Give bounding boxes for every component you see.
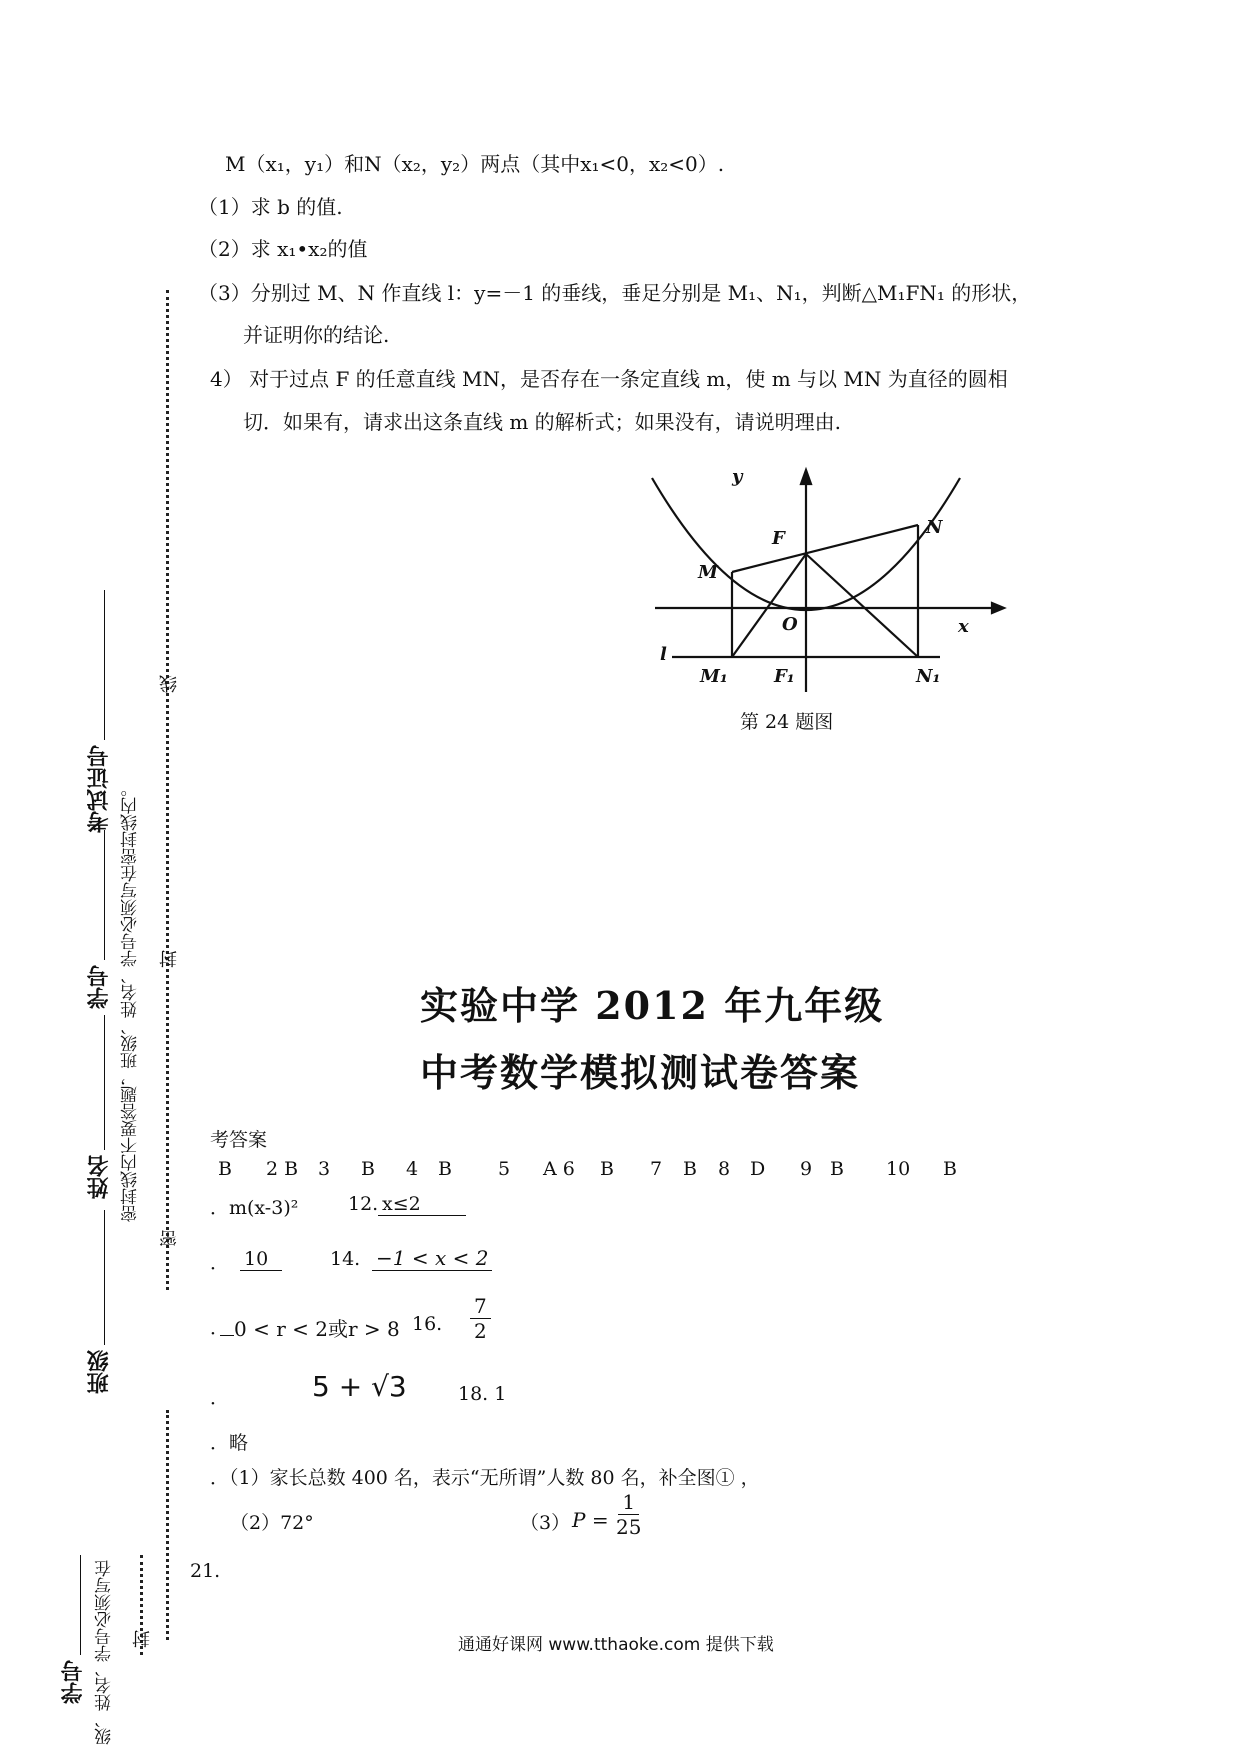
- figure-caption: 第 24 题图: [740, 711, 834, 733]
- seal-mark-mi: 密: [159, 1230, 180, 1248]
- answer-12: x≤2: [378, 1193, 466, 1216]
- answer-11: ．m(x-3)²: [210, 1197, 299, 1219]
- answer-20-part-3-p: P =: [572, 1508, 609, 1532]
- answer-13-prefix: ．: [210, 1252, 230, 1274]
- label-F: F: [772, 528, 785, 549]
- field-line-xuehao2: [80, 1555, 81, 1655]
- seal-notice: 密封线内不要答题，班级、姓名、学号必须写在密封线内。: [121, 780, 141, 1222]
- answer-16-number: 16.: [412, 1313, 443, 1335]
- answer-20-part-2: （2）72°: [230, 1512, 314, 1534]
- seal-mark-feng: 封: [159, 950, 180, 968]
- answer-13: 10: [240, 1248, 282, 1271]
- answer-17-prefix: ．: [210, 1387, 230, 1409]
- question-line-1: M（x₁，y₁）和N（x₂，y₂）两点（其中x₁<0，x₂<0）.: [225, 152, 725, 176]
- question-1: （1）求 b 的值.: [198, 195, 343, 219]
- mc-answer: B: [830, 1158, 844, 1180]
- mc-answer: B: [683, 1158, 697, 1180]
- field-line-kaoshizheng: [104, 590, 105, 740]
- seal-dotted-line: [166, 290, 169, 1290]
- label-xuehao: 学号: [87, 965, 112, 1009]
- seal-mark-feng-2: 封: [132, 1630, 153, 1648]
- mc-answer: B: [943, 1158, 957, 1180]
- chord-MN: [732, 525, 918, 572]
- answer-17: 5 + √3: [312, 1370, 407, 1403]
- answer-14-number: 14.: [330, 1248, 361, 1270]
- label-M: M: [698, 562, 718, 583]
- label-F1: F₁: [774, 666, 795, 687]
- question-2: （2）求 x₁•x₂的值: [198, 237, 368, 261]
- label-xingming: 姓名: [87, 1155, 112, 1199]
- answer-15-prefix: ．: [210, 1317, 230, 1339]
- mc-answer: 4: [406, 1158, 419, 1180]
- mc-answer: B: [218, 1158, 232, 1180]
- seal-mark-xian: 线: [159, 675, 180, 693]
- answer-20-part-3-fraction: [612, 1490, 645, 1539]
- field-line-banji: [104, 1210, 105, 1345]
- answer-16-denominator: 2: [474, 1319, 487, 1343]
- answer-14: −1 < x < 2: [372, 1246, 492, 1271]
- question-3b: 并证明你的结论.: [243, 323, 390, 347]
- label-N1: N₁: [916, 666, 941, 687]
- answer-15: [220, 1313, 400, 1342]
- mc-answer: 2 B: [266, 1158, 299, 1180]
- answers-header: 考答案: [210, 1129, 268, 1151]
- mc-answer: B: [600, 1158, 614, 1180]
- answer-16-numerator: 7: [470, 1294, 491, 1319]
- mc-answer: 5: [498, 1158, 511, 1180]
- label-M1: M₁: [700, 666, 728, 687]
- answer-12-number: 12.: [348, 1193, 379, 1215]
- answer-15-value: 0 < r < 2或r > 8: [234, 1317, 400, 1341]
- answer-21: 21.: [190, 1560, 221, 1582]
- label-xuehao2: 学号: [61, 1660, 86, 1704]
- mc-answer: 3: [318, 1158, 331, 1180]
- mc-answer: D: [750, 1158, 766, 1180]
- label-banji: 班级: [87, 1350, 112, 1394]
- mc-answer: A 6: [543, 1158, 575, 1180]
- mc-answer: 10: [886, 1158, 911, 1180]
- seal-dotted-line-lower: [166, 1410, 169, 1640]
- answer-19: ．略: [210, 1432, 249, 1454]
- label-l: l: [660, 644, 667, 665]
- mc-answer: 9: [800, 1158, 813, 1180]
- label-kaoshizheng: 考试证号: [87, 745, 112, 833]
- mc-answer: B: [361, 1158, 375, 1180]
- answer-20-denominator: 25: [616, 1515, 642, 1539]
- seal-notice-2: 学号必须写在: [95, 1560, 115, 1662]
- mc-answer: 8: [718, 1158, 731, 1180]
- answer-20-numerator: 1: [618, 1490, 639, 1515]
- question-3a: （3）分别过 M、N 作直线 l：y=－1 的垂线，垂足分别是 M₁、N₁，判断△M₁FN₁ 的形状，: [198, 281, 1032, 305]
- answer-20-part-3-label: （3）: [520, 1512, 571, 1534]
- seg-F-N1: [806, 554, 918, 657]
- question-4a: 4） 对于过点 F 的任意直线 MN，是否存在一条定直线 m，使 m 与以 MN 为直径的圆相: [210, 367, 1008, 391]
- y-axis-arrow: [801, 470, 811, 484]
- label-N: N: [926, 517, 943, 538]
- answer-title-line-1: 实验中学 2012 年九年级: [420, 983, 885, 1028]
- field-line-xingming: [104, 1015, 105, 1150]
- page-footer: 通通好课网 www.tthaoke.com 提供下载: [458, 1635, 774, 1655]
- label-y: y: [732, 466, 743, 487]
- seal-notice-3: 级、姓名、: [95, 1660, 115, 1745]
- figure-24: [640, 460, 1010, 700]
- answer-20-part-1: ．（1）家长总数 400 名，表示“无所谓”人数 80 名，补全图① ，: [210, 1467, 760, 1489]
- field-line-xuehao: [104, 830, 105, 960]
- answer-15-blank: [220, 1335, 234, 1336]
- label-x: x: [958, 616, 969, 637]
- mc-answer: 7: [650, 1158, 663, 1180]
- answer-16: [470, 1294, 491, 1343]
- x-axis-arrow: [992, 603, 1004, 613]
- mc-answer: B: [438, 1158, 452, 1180]
- answer-title-line-2: 中考数学模拟测试卷答案: [420, 1050, 861, 1095]
- label-O: O: [782, 614, 798, 635]
- question-4b: 切．如果有，请求出这条直线 m 的解析式；如果没有，请说明理由.: [243, 410, 842, 434]
- answer-18: 18. 1: [458, 1383, 507, 1405]
